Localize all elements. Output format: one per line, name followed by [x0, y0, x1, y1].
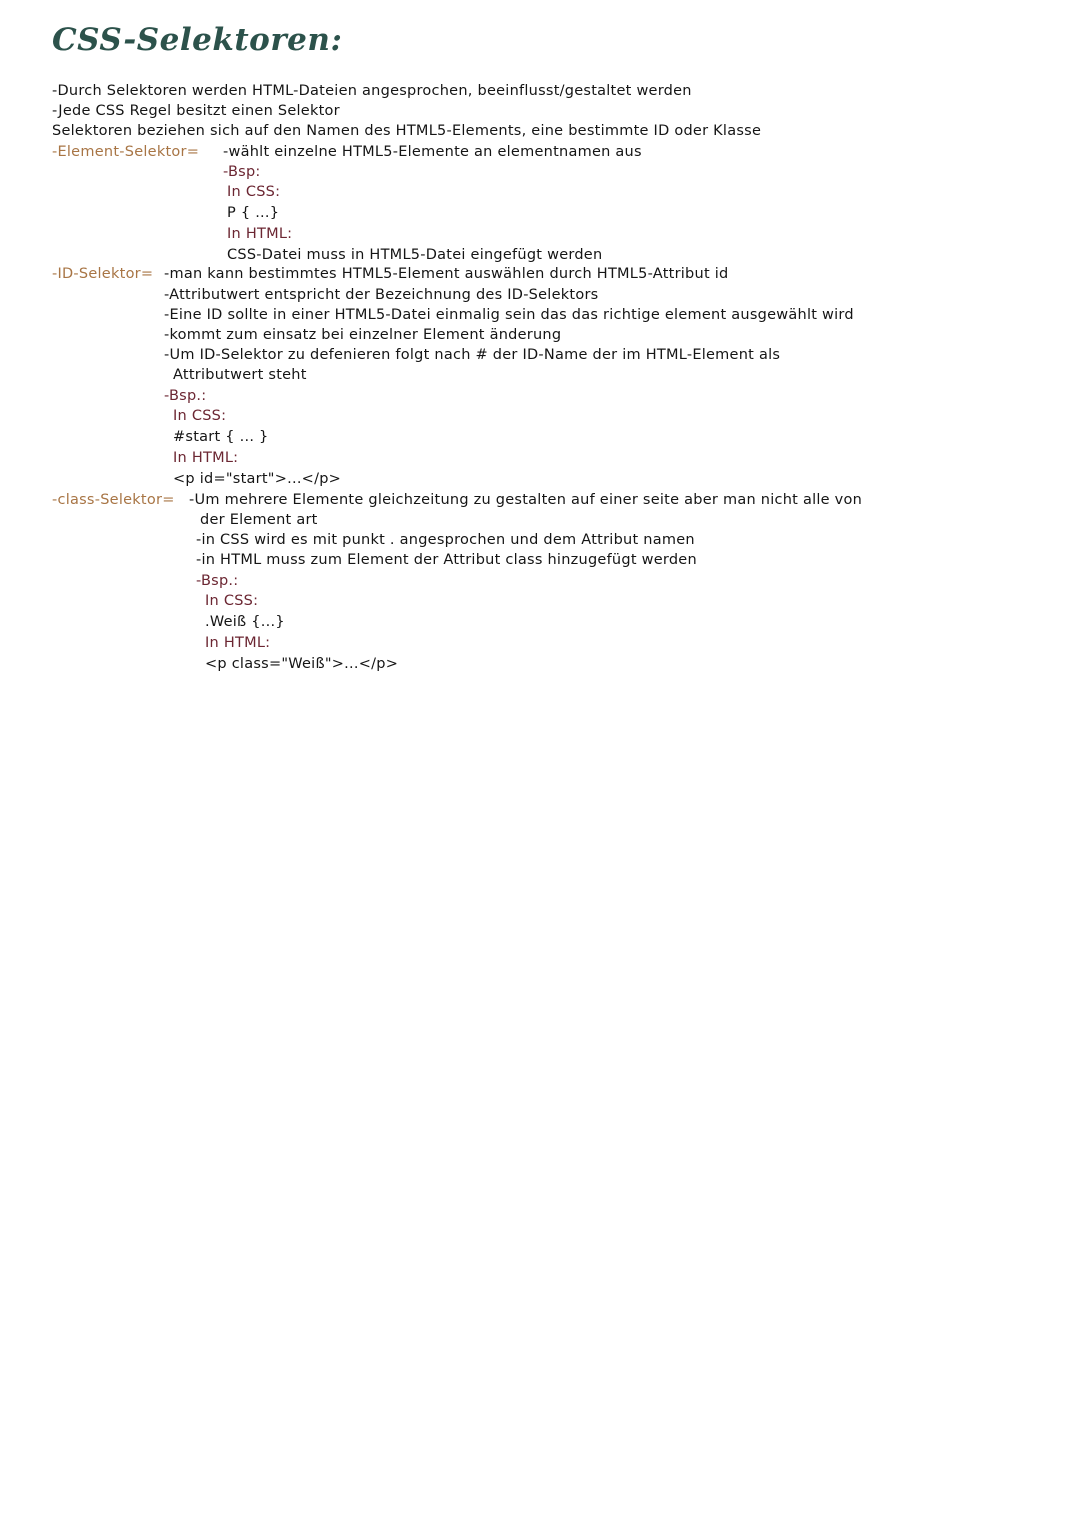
class-selector-line-4: -in HTML muss zum Element der Attribut class hinzugefügt werden — [196, 552, 697, 568]
page-title: CSS-Selektoren: — [52, 22, 343, 58]
id-selector-line-5: -Um ID-Selektor zu defenieren folgt nach # der ID-Name der im HTML-Element als — [164, 347, 781, 363]
element-example-html-text: CSS-Datei muss in HTML5-Datei eingefügt werden — [227, 247, 603, 263]
element-selector-label: -Element-Selektor= — [52, 144, 200, 160]
class-selector-label: -class-Selektor= — [52, 492, 175, 508]
class-example-html-heading: In HTML: — [205, 635, 271, 651]
element-selector-line-1: -wählt einzelne HTML5-Elemente an elementnamen aus — [223, 144, 642, 160]
id-example-heading: -Bsp.: — [164, 388, 207, 404]
intro-line-2: -Jede CSS Regel besitzt einen Selektor — [52, 103, 340, 119]
id-selector-line-1: -man kann bestimmtes HTML5-Element auswählen durch HTML5-Attribut id — [164, 266, 729, 282]
class-example-css-code: .Weiß {...} — [205, 614, 285, 630]
class-example-heading: -Bsp.: — [196, 573, 239, 589]
class-selector-line-3: -in CSS wird es mit punkt . angesprochen und dem Attribut namen — [196, 532, 695, 548]
class-selector-line-2: der Element art — [200, 512, 318, 528]
element-example-heading: -Bsp: — [223, 164, 261, 180]
id-example-css-code: #start { ... } — [173, 429, 269, 445]
id-example-html-heading: In HTML: — [173, 450, 239, 466]
element-example-css-code: P { ...} — [227, 205, 280, 221]
class-example-css-heading: In CSS: — [205, 593, 259, 609]
id-selector-line-4: -kommt zum einsatz bei einzelner Element änderung — [164, 327, 562, 343]
id-selector-label: -ID-Selektor= — [52, 266, 154, 282]
id-example-css-heading: In CSS: — [173, 408, 227, 424]
element-example-css-heading: In CSS: — [227, 184, 281, 200]
element-example-html-heading: In HTML: — [227, 226, 293, 242]
intro-line-3: Selektoren beziehen sich auf den Namen des HTML5-Elements, eine bestimmte ID oder Klasse — [52, 123, 762, 139]
id-selector-line-3: -Eine ID sollte in einer HTML5-Datei einmalig sein das das richtige element ausgewählt wird — [164, 307, 854, 323]
id-example-html-code: <p id="start">...</p> — [173, 471, 342, 487]
id-selector-line-6: Attributwert steht — [173, 367, 307, 383]
class-selector-line-1: -Um mehrere Elemente gleichzeitung zu gestalten auf einer seite aber man nicht alle von — [189, 492, 863, 508]
id-selector-line-2: -Attributwert entspricht der Bezeichnung des ID-Selektors — [164, 287, 599, 303]
intro-line-1: -Durch Selektoren werden HTML-Dateien angesprochen, beeinflusst/gestaltet werden — [52, 83, 692, 99]
class-example-html-code: <p class="Weiß">...</p> — [205, 656, 399, 672]
